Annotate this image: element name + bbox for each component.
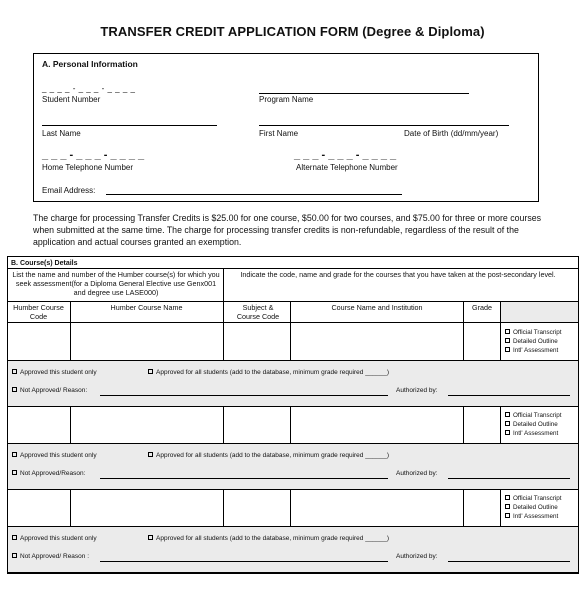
office-use-item[interactable] — [505, 337, 562, 346]
checkbox-icon[interactable] — [148, 535, 153, 540]
checkbox-icon[interactable] — [505, 421, 510, 426]
approval-area — [8, 527, 578, 572]
alt-phone-label: Alternate Telephone Number — [296, 163, 398, 172]
office-use-list — [505, 411, 562, 438]
checkbox-icon[interactable] — [12, 553, 17, 558]
checkbox-icon[interactable] — [12, 535, 17, 540]
office-use-item[interactable] — [505, 420, 562, 429]
approved-this-student[interactable] — [12, 369, 97, 376]
checkbox-icon[interactable] — [148, 452, 153, 457]
office-use-item[interactable] — [505, 411, 562, 420]
approved-all-students-label: Approved for all students (add to the database, minimum grade required ______) — [156, 452, 390, 459]
office-use-label: Official Transcript — [513, 495, 562, 502]
home-phone-label: Home Telephone Number — [42, 163, 134, 172]
section-b-header: B. Course(s) Details — [11, 260, 78, 267]
not-approved-label: Not Approved/ Reason : — [20, 553, 90, 560]
authorized-by-label: Authorized by: — [396, 470, 438, 477]
right-instructions: Indicate the code, name and grade for the courses that you have taken at the post-secondary level. — [240, 270, 556, 279]
office-use-label: Intl' Assessment — [513, 430, 559, 437]
col-humber-code: Humber Course Code — [13, 303, 64, 321]
office-use-list — [505, 494, 562, 521]
last-name-label: Last Name — [42, 129, 81, 138]
authorized-by[interactable] — [396, 553, 438, 560]
checkbox-icon[interactable] — [505, 347, 510, 352]
office-use-item[interactable] — [505, 512, 562, 521]
first-name-field[interactable] — [259, 125, 509, 126]
checkbox-icon[interactable] — [12, 387, 17, 392]
last-name-field[interactable] — [42, 125, 217, 126]
not-approved[interactable] — [12, 470, 85, 477]
home-phone-field[interactable]: _ _ _ - _ _ _ - _ _ _ _ — [42, 149, 145, 161]
checkbox-icon[interactable] — [505, 504, 510, 509]
authorized-by-field[interactable] — [448, 478, 570, 479]
office-use-item[interactable] — [505, 328, 562, 337]
office-use-label: Detailed Outline — [513, 338, 558, 345]
student-number-field[interactable]: _ _ _ _ - _ _ _ - _ _ _ _ — [42, 84, 136, 93]
approved-all-students[interactable] — [148, 369, 389, 376]
office-use-label: Intl' Assessment — [513, 347, 559, 354]
office-use-label: Official Transcript — [513, 412, 562, 419]
office-use-label: Detailed Outline — [513, 421, 558, 428]
personal-information-section — [33, 53, 539, 202]
checkbox-icon[interactable] — [505, 430, 510, 435]
authorized-by-label: Authorized by: — [396, 553, 438, 560]
left-instructions: List the name and number of the Humber course(s) for which you seek assessment(for a Diploma General Elective use Genx001 and degree use LASE000) — [12, 270, 220, 297]
approved-all-students-label: Approved for all students (add to the database, minimum grade required ______) — [156, 535, 390, 542]
office-use-item[interactable] — [505, 429, 562, 438]
approved-this-student-label: Approved this student only — [20, 369, 97, 376]
approved-this-student[interactable] — [12, 452, 97, 459]
checkbox-icon[interactable] — [505, 412, 510, 417]
reason-field[interactable] — [100, 561, 388, 562]
charge-notice: The charge for processing Transfer Credits is $25.00 for one course, $50.00 for two courses, and $75.00 for three or more courses when submitted at the same time. The charge for processing transfer credits is non-refundable, regardless of the result of the application and actual courses granted an exemption. — [33, 213, 542, 247]
checkbox-icon[interactable] — [505, 495, 510, 500]
checkbox-icon[interactable] — [12, 452, 17, 457]
authorized-by-field[interactable] — [448, 561, 570, 562]
program-name-field[interactable] — [259, 93, 469, 94]
col-subject-code: Subject & Course Code — [236, 303, 280, 321]
student-number-label: Student Number — [42, 95, 101, 104]
dob-label: Date of Birth (dd/mm/year) — [404, 129, 499, 138]
approved-this-student-label: Approved this student only — [20, 535, 97, 542]
not-approved[interactable] — [12, 553, 89, 560]
first-name-label: First Name — [259, 129, 299, 138]
course-details-section — [7, 256, 579, 574]
office-use-list — [505, 328, 562, 355]
approved-all-students[interactable] — [148, 452, 389, 459]
email-field[interactable] — [106, 194, 402, 195]
office-use-label: Detailed Outline — [513, 504, 558, 511]
office-use-item[interactable] — [505, 346, 562, 355]
office-use-label: Official Transcript — [513, 329, 562, 336]
office-use-item[interactable] — [505, 503, 562, 512]
not-approved-label: Not Approved/Reason: — [20, 470, 86, 477]
approval-area — [8, 444, 578, 489]
reason-field[interactable] — [100, 478, 388, 479]
section-a-header: A. Personal Information — [42, 59, 138, 69]
authorized-by[interactable] — [396, 387, 438, 394]
approved-all-students[interactable] — [148, 535, 389, 542]
checkbox-icon[interactable] — [12, 470, 17, 475]
col-grade: Grade — [472, 303, 492, 312]
not-approved-label: Not Approved/ Reason: — [20, 387, 88, 394]
office-header-shade — [500, 302, 578, 322]
office-use-label: Intl' Assessment — [513, 513, 559, 520]
authorized-by-label: Authorized by: — [396, 387, 438, 394]
alt-phone-field[interactable]: _ _ _ - _ _ _ - _ _ _ _ — [294, 149, 397, 161]
authorized-by-field[interactable] — [448, 395, 570, 396]
col-course-name: Course Name and Institution — [331, 303, 423, 312]
col-humber-name: Humber Course Name — [110, 303, 183, 312]
checkbox-icon[interactable] — [505, 513, 510, 518]
course-row[interactable] — [8, 406, 578, 443]
checkbox-icon[interactable] — [12, 369, 17, 374]
approval-area — [8, 361, 578, 406]
course-row[interactable] — [8, 489, 578, 526]
email-label: Email Address: — [42, 186, 96, 195]
office-use-item[interactable] — [505, 494, 562, 503]
program-name-label: Program Name — [259, 95, 314, 104]
reason-field[interactable] — [100, 395, 388, 396]
form-title: TRANSFER CREDIT APPLICATION FORM (Degree & Diploma) — [100, 24, 485, 39]
approved-this-student-label: Approved this student only — [20, 452, 97, 459]
approved-all-students-label: Approved for all students (add to the database, minimum grade required ______) — [156, 369, 390, 376]
not-approved[interactable] — [12, 387, 87, 394]
course-row[interactable] — [8, 323, 578, 360]
approved-this-student[interactable] — [12, 535, 97, 542]
authorized-by[interactable] — [396, 470, 438, 477]
checkbox-icon[interactable] — [505, 338, 510, 343]
checkbox-icon[interactable] — [505, 329, 510, 334]
checkbox-icon[interactable] — [148, 369, 153, 374]
